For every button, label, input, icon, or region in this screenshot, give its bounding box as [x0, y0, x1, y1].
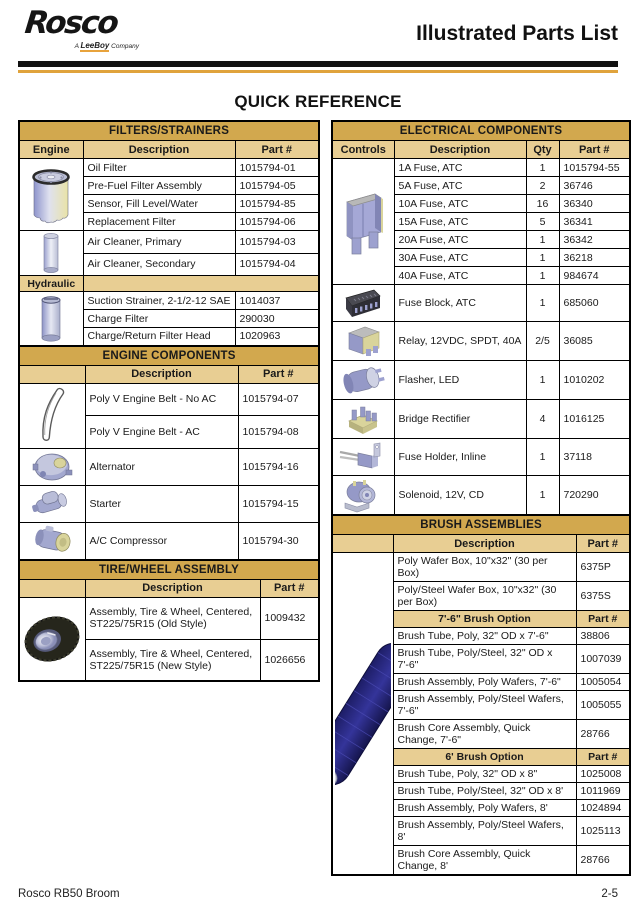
table-row — [332, 553, 630, 582]
description-cell: Assembly, Tire & Wheel, Centered, ST225/75R15 (Old Style) — [85, 597, 260, 639]
flasher-illustration — [332, 361, 394, 400]
part-cell: 1015794-05 — [235, 177, 319, 195]
table-row — [19, 159, 319, 177]
part-cell: 1025008 — [576, 766, 630, 783]
column-header-description: Description — [85, 365, 238, 383]
logo-tagline — [25, 41, 145, 50]
subheader-part: Part # — [576, 611, 630, 628]
description-cell: Suction Strainer, 2-1/2-12 SAE — [83, 292, 235, 310]
part-cell: 37118 — [559, 439, 630, 476]
part-cell: 984674 — [559, 267, 630, 285]
qty-cell: 1 — [526, 249, 559, 267]
description-cell: Pre-Fuel Filter Assembly — [83, 177, 235, 195]
qty-cell: 2/5 — [526, 322, 559, 361]
table-row — [19, 597, 319, 639]
fuse-holder-illustration — [332, 439, 394, 476]
description-cell: 40A Fuse, ATC — [394, 267, 526, 285]
part-cell: 1015794-16 — [238, 448, 319, 485]
alternator-illustration — [19, 448, 85, 485]
part-cell: 1015794-55 — [559, 159, 630, 177]
oil-filter-illustration — [19, 159, 83, 231]
right-column — [331, 120, 629, 876]
part-cell: 1015794-30 — [238, 522, 319, 560]
v-belt-illustration — [19, 383, 85, 448]
tagline-brand: LeeBoy — [80, 41, 110, 50]
column-header-part: Part # — [576, 535, 630, 553]
part-cell: 685060 — [559, 285, 630, 322]
column-header-part: Part # — [260, 579, 319, 597]
document-title: Illustrated Parts List — [416, 22, 618, 45]
qty-cell: 1 — [526, 285, 559, 322]
section-title: ENGINE COMPONENTS — [19, 346, 319, 366]
filters-strainers-table — [18, 120, 320, 347]
part-cell: 28766 — [576, 846, 630, 876]
tagline-prefix: A — [74, 43, 81, 50]
description-cell: Starter — [85, 485, 238, 522]
fuse-block-illustration — [332, 285, 394, 322]
table-row — [332, 285, 630, 322]
description-cell: Brush Tube, Poly, 32" OD x 8" — [393, 766, 576, 783]
part-cell: 1011969 — [576, 783, 630, 800]
part-cell: 36218 — [559, 249, 630, 267]
tagline-suffix: Company — [109, 43, 139, 50]
ac-compressor-illustration — [19, 522, 85, 560]
table-row — [332, 159, 630, 177]
table-row — [332, 400, 630, 439]
part-cell: 1020963 — [235, 328, 319, 346]
part-cell: 720290 — [559, 476, 630, 516]
part-cell: 36342 — [559, 231, 630, 249]
table-row — [332, 361, 630, 400]
electrical-components-table — [331, 120, 631, 516]
column-header-blank — [19, 579, 85, 597]
footer-model: Rosco RB50 Broom — [18, 888, 120, 900]
subheader-part: Part # — [576, 749, 630, 766]
subheader-spacer — [83, 276, 319, 292]
description-cell: Brush Tube, Poly, 32" OD x 7'-6" — [393, 628, 576, 645]
part-cell: 36746 — [559, 177, 630, 195]
part-cell: 1015794-03 — [235, 231, 319, 254]
column-header-blank — [332, 535, 393, 553]
part-cell: 1016125 — [559, 400, 630, 439]
description-cell: Fuse Holder, Inline — [394, 439, 526, 476]
description-cell: Bridge Rectifier — [394, 400, 526, 439]
table-columns — [18, 120, 622, 876]
qty-cell: 16 — [526, 195, 559, 213]
part-cell: 28766 — [576, 720, 630, 749]
description-cell: Fuse Block, ATC — [394, 285, 526, 322]
table-row — [332, 476, 630, 516]
description-cell: Solenoid, 12V, CD — [394, 476, 526, 516]
description-cell: Replacement Filter — [83, 213, 235, 231]
description-cell: Brush Tube, Poly/Steel, 32" OD x 8' — [393, 783, 576, 800]
rosco-logo — [23, 5, 145, 50]
air-cleaner-illustration — [19, 231, 83, 276]
starter-illustration — [19, 485, 85, 522]
part-cell: 1015794-85 — [235, 195, 319, 213]
description-cell: Oil Filter — [83, 159, 235, 177]
header-rule-black — [18, 61, 618, 67]
page-title: QUICK REFERENCE — [234, 92, 402, 111]
engine-components-table — [18, 345, 320, 561]
description-cell: Brush Assembly, Poly/Steel Wafers, 8' — [393, 817, 576, 846]
part-cell: 1005054 — [576, 674, 630, 691]
column-header-description: Description — [83, 141, 235, 159]
part-cell: 290030 — [235, 310, 319, 328]
brush-assemblies-table — [331, 514, 631, 876]
tire-wheel-illustration — [19, 597, 85, 681]
description-cell: Flasher, LED — [394, 361, 526, 400]
section-title: TIRE/WHEEL ASSEMBLY — [19, 560, 319, 580]
column-header-controls: Controls — [332, 141, 394, 159]
part-cell: 38806 — [576, 628, 630, 645]
description-cell: Brush Assembly, Poly Wafers, 7'-6" — [393, 674, 576, 691]
description-cell: Poly V Engine Belt - No AC — [85, 383, 238, 416]
subheader-brush-option-6: 6' Brush Option — [393, 749, 576, 766]
column-header-engine: Engine — [19, 141, 83, 159]
qty-cell: 5 — [526, 213, 559, 231]
description-cell: 30A Fuse, ATC — [394, 249, 526, 267]
section-title: ELECTRICAL COMPONENTS — [332, 121, 630, 141]
description-cell: A/C Compressor — [85, 522, 238, 560]
brush-illustration — [332, 553, 393, 876]
description-cell: Relay, 12VDC, SPDT, 40A — [394, 322, 526, 361]
part-cell: 1015794-04 — [235, 253, 319, 276]
description-cell: Air Cleaner, Secondary — [83, 253, 235, 276]
description-cell: Brush Tube, Poly/Steel, 32" OD x 7'-6" — [393, 645, 576, 674]
part-cell: 1026656 — [260, 639, 319, 681]
part-cell: 1024894 — [576, 800, 630, 817]
description-cell: Brush Assembly, Poly/Steel Wafers, 7'-6" — [393, 691, 576, 720]
tire-wheel-table — [18, 559, 320, 683]
part-cell: 6375S — [576, 582, 630, 611]
page-footer — [18, 888, 618, 900]
bridge-rectifier-illustration — [332, 400, 394, 439]
description-cell: Brush Core Assembly, Quick Change, 7'-6" — [393, 720, 576, 749]
part-cell: 1015794-06 — [235, 213, 319, 231]
column-header-part: Part # — [238, 365, 319, 383]
table-row — [19, 383, 319, 416]
part-cell: 1015794-07 — [238, 383, 319, 416]
qty-cell: 1 — [526, 267, 559, 285]
suction-strainer-illustration — [19, 292, 83, 346]
description-cell: Alternator — [85, 448, 238, 485]
column-header-part: Part # — [559, 141, 630, 159]
part-cell: 1015794-01 — [235, 159, 319, 177]
description-cell: Air Cleaner, Primary — [83, 231, 235, 254]
qty-cell: 1 — [526, 439, 559, 476]
qty-cell: 2 — [526, 177, 559, 195]
left-column — [18, 120, 318, 682]
description-cell: 5A Fuse, ATC — [394, 177, 526, 195]
part-cell: 1009432 — [260, 597, 319, 639]
hydraulic-subheader-row — [19, 276, 319, 292]
part-cell: 36341 — [559, 213, 630, 231]
part-cell: 6375P — [576, 553, 630, 582]
table-row — [19, 448, 319, 485]
qty-cell: 4 — [526, 400, 559, 439]
header-rule-gold — [18, 70, 618, 73]
description-cell: Brush Core Assembly, Quick Change, 8' — [393, 846, 576, 876]
table-row — [332, 439, 630, 476]
description-cell: 20A Fuse, ATC — [394, 231, 526, 249]
qty-cell: 1 — [526, 159, 559, 177]
atc-fuse-illustration — [332, 159, 394, 285]
section-title: FILTERS/STRAINERS — [19, 121, 319, 141]
description-cell: Poly V Engine Belt - AC — [85, 416, 238, 449]
description-cell: 15A Fuse, ATC — [394, 213, 526, 231]
logo-wordmark: Rosco — [23, 5, 119, 41]
solenoid-illustration — [332, 476, 394, 516]
relay-illustration — [332, 322, 394, 361]
table-row — [19, 522, 319, 560]
table-row — [19, 485, 319, 522]
part-cell: 1010202 — [559, 361, 630, 400]
column-header-description: Description — [393, 535, 576, 553]
qty-cell: 1 — [526, 476, 559, 516]
part-cell: 36340 — [559, 195, 630, 213]
subheader-hydraulic: Hydraulic — [19, 276, 83, 292]
page-header — [0, 0, 636, 78]
column-header-qty: Qty — [526, 141, 559, 159]
column-header-description: Description — [394, 141, 526, 159]
description-cell: Charge/Return Filter Head — [83, 328, 235, 346]
description-cell: Sensor, Fill Level/Water — [83, 195, 235, 213]
part-cell: 1015794-08 — [238, 416, 319, 449]
description-cell: Poly/Steel Wafer Box, 10"x32" (30 per Box) — [393, 582, 576, 611]
footer-page-number: 2-5 — [601, 888, 618, 900]
part-cell: 1007039 — [576, 645, 630, 674]
part-cell: 1014037 — [235, 292, 319, 310]
description-cell: Poly Wafer Box, 10"x32" (30 per Box) — [393, 553, 576, 582]
description-cell: Charge Filter — [83, 310, 235, 328]
description-cell: 1A Fuse, ATC — [394, 159, 526, 177]
table-row — [19, 292, 319, 310]
part-cell: 1025113 — [576, 817, 630, 846]
description-cell: Assembly, Tire & Wheel, Centered, ST225/75R15 (New Style) — [85, 639, 260, 681]
column-header-blank — [19, 365, 85, 383]
subheader-brush-option-76: 7'-6" Brush Option — [393, 611, 576, 628]
section-title: BRUSH ASSEMBLIES — [332, 515, 630, 535]
description-cell: 10A Fuse, ATC — [394, 195, 526, 213]
table-row — [19, 231, 319, 254]
column-header-description: Description — [85, 579, 260, 597]
qty-cell: 1 — [526, 231, 559, 249]
table-row — [332, 322, 630, 361]
description-cell: Brush Assembly, Poly Wafers, 8' — [393, 800, 576, 817]
qty-cell: 1 — [526, 361, 559, 400]
part-cell: 1005055 — [576, 691, 630, 720]
part-cell: 36085 — [559, 322, 630, 361]
column-header-part: Part # — [235, 141, 319, 159]
part-cell: 1015794-15 — [238, 485, 319, 522]
